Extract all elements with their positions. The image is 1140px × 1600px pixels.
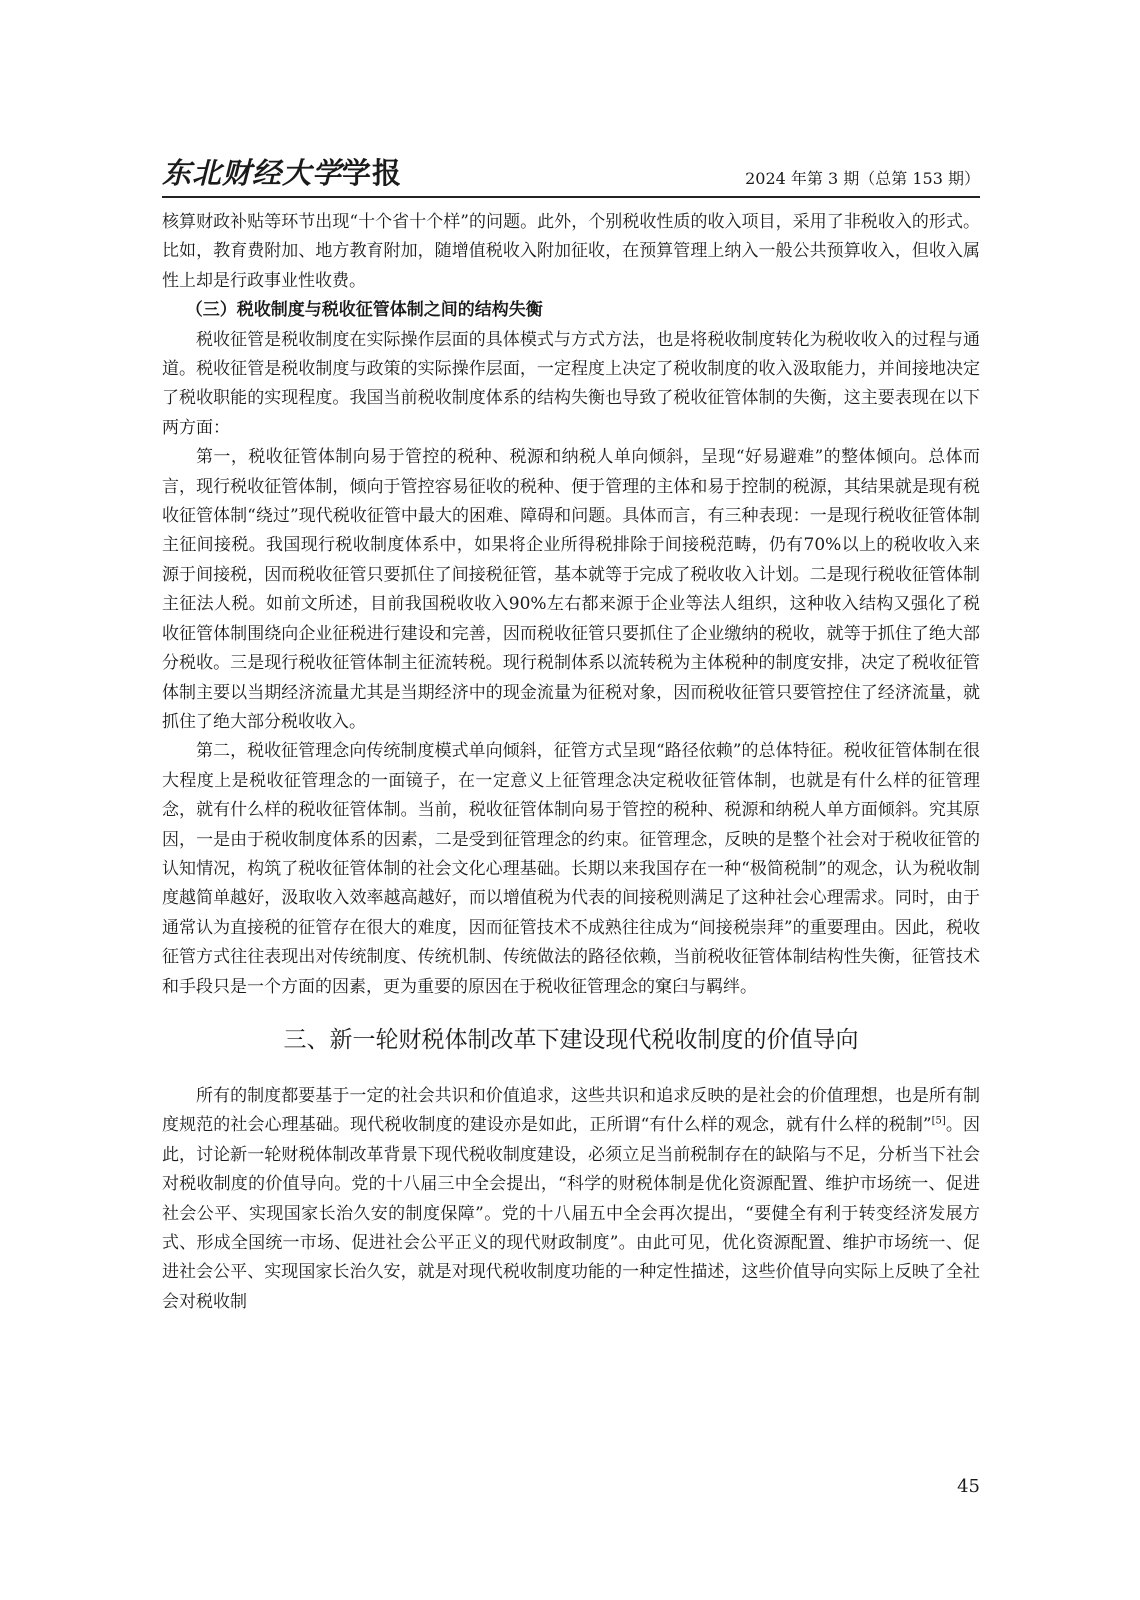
citation-reference[interactable]: [5] bbox=[931, 1115, 946, 1127]
paragraph: 第一，税收征管体制向易于管控的税种、税源和纳税人单向倾斜，呈现“好易避难”的整体倾向。总体而言，现行税收征管体制，倾向于管控容易征收的税种、便于管理的主体和易于控制的税源，其结果就是现有税收征管体制“绕过”现代税收征管中最大的困难、障碍和问题。具体而言，有三种表现：一是现行税收征管体制主征间接税。我国现行税收制度体系中，如果将企业所得税排除于间接税范畴，仍有70%以上的税收收入来源于间接税，因而税收征管只要抓住了间接税征管，基本就等于完成了税收收入计划。二是现行税收征管体制主征法人税。如前文所述，目前我国税收收入90%左右都来源于企业等法人组织，这种收入结构又强化了税收征管体制围绕向企业征税进行建设和完善，因而税收征管只要抓住了企业缴纳的税收，就等于抓住了绝大部分税收。三是现行税收征管体制主征流转税。现行税制体系以流转税为主体税种的制度安排，决定了税收征管体制主要以当期经济流量尤其是当期经济中的现金流量为征税对象，因而税收征管只要管控住了经济流量，就抓住了绝大部分税收收入。 bbox=[162, 447, 980, 732]
paragraph-text: 。因此，讨论新一轮财税体制改革背景下现代税收制度建设，必须立足当前税制存在的缺陷与不足，分析当下社会对税收制度的价值导向。党的十八届三中全会提出，“科学的财税体制是优化资源配置、维护市场统一、促进社会公平、实现国家长治久安的制度保障”。党的十八届五中全会再次提出，“要健全有利于转变经济发展方式、形成全国统一市场、促进社会公平正义的现代财政制度”。由此可见，优化资源配置、维护市场统一、促进社会公平、实现国家长治久安，就是对现代税收制度功能的一种定性描述，这些价值导向实际上反映了全社会对税收制 bbox=[162, 1115, 981, 1312]
paragraph-with-citation bbox=[162, 1082, 980, 1317]
paragraph: 税收征管是税收制度在实际操作层面的具体模式与方式方法，也是将税收制度转化为税收收入的过程与通道。税收征管是税收制度与政策的实际操作层面，一定程度上决定了税收制度的收入汲取能力，并间接地决定了税收职能的实现程度。我国当前税收制度体系的结构失衡也导致了税收征管体制的失衡，这主要表现在以下两方面： bbox=[162, 329, 980, 438]
subsection-heading: （三）税收制度与税收征管体制之间的结构失衡 bbox=[185, 300, 543, 321]
paragraph-continuation: 核算财政补贴等环节出现“十个省十个样”的问题。此外，个别税收性质的收入项目，采用了非税收入的形式。比如，教育费附加、地方教育附加，随增值税收入附加征收，在预算管理上纳入一般公共预算收入，但收入属性上却是行政事业性收费。 bbox=[162, 212, 980, 291]
journal-title-suffix: 学报 bbox=[342, 156, 403, 190]
page-header bbox=[162, 152, 980, 194]
article-body bbox=[162, 208, 980, 1317]
page-number: 45 bbox=[957, 1476, 980, 1497]
paragraph-text: 所有的制度都要基于一定的社会共识和价值追求，这些共识和追求反映的是社会的价值理想，也是所有制度规范的社会心理基础。现代税收制度的建设亦是如此，正所谓“有什么样的观念，就有什么样的税制” bbox=[162, 1085, 980, 1136]
journal-title-main: 东北财经大学 bbox=[162, 156, 343, 190]
section-heading: 三、新一轮财税体制改革下建设现代税收制度的价值导向 bbox=[283, 1026, 859, 1053]
journal-title bbox=[162, 156, 402, 190]
header-rule bbox=[162, 196, 980, 198]
paragraph: 第二，税收征管理念向传统制度模式单向倾斜，征管方式呈现“路径依赖”的总体特征。税收征管体制在很大程度上是税收征管理念的一面镜子，在一定意义上征管理念决定税收征管体制，也就是有什么样的征管理念，就有什么样的税收征管体制。当前，税收征管体制向易于管控的税种、税源和纳税人单方面倾斜。究其原因，一是由于税收制度体系的因素，二是受到征管理念的约束。征管理念，反映的是整个社会对于税收征管的认知情况，构筑了税收征管体制的社会文化心理基础。长期以来我国存在一种“极简税制”的观念，认为税收制度越简单越好，汲取收入效率越高越好，而以增值税为代表的间接税则满足了这种社会心理需求。同时，由于通常认为直接税的征管存在很大的难度，因而征管技术不成熟往往成为“间接税崇拜”的重要理由。因此，税收征管方式往往表现出对传统制度、传统机制、传统做法的路径依赖，当前税收征管体制结构性失衡，征管技术和手段只是一个方面的因素，更为重要的原因在于税收征管理念的窠臼与羁绊。 bbox=[162, 741, 980, 997]
issue-info: 2024 年第 3 期（总第 153 期） bbox=[745, 169, 980, 188]
